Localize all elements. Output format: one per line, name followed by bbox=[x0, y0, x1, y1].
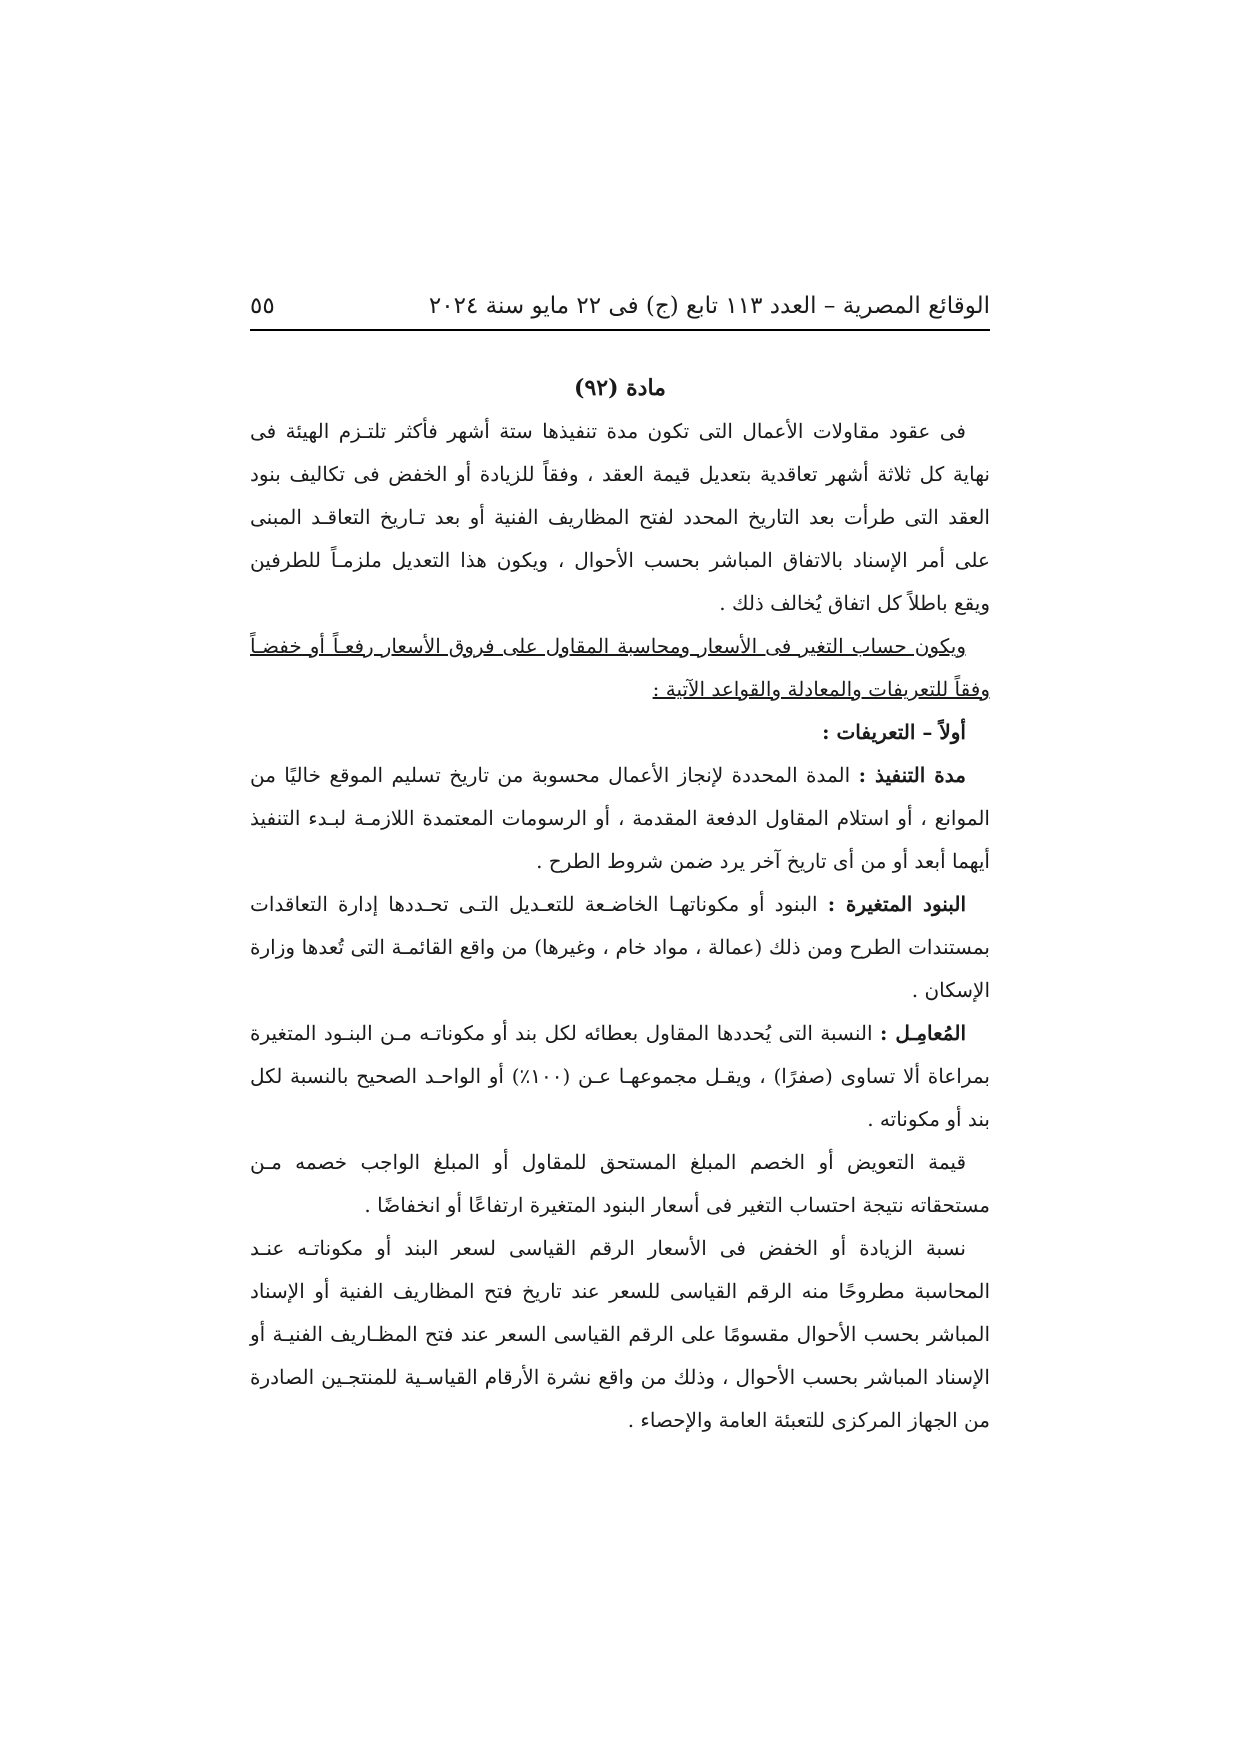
definition-term: المُعامِـل : bbox=[879, 1021, 966, 1045]
definition-execution-period bbox=[250, 754, 990, 883]
definition-coefficient bbox=[250, 1012, 990, 1141]
page-number: ٥٥ bbox=[250, 293, 275, 319]
definition-term: مدة التنفيذ : bbox=[858, 763, 966, 787]
header-title: الوقائع المصرية – العدد ١١٣ تابع (ج) فى ٢٢ مايو سنة ٢٠٢٤ bbox=[428, 293, 990, 319]
definition-text: البنود أو مكوناتهـا الخاضـعة للتعـديل التـى تحـددها إدارة التعاقدات بمستندات الطرح ومن ذلك (عمالة ، مواد خام ، وغيرها) من واقع القائمـة التى تُعدها وزارة الإسكان . bbox=[250, 892, 990, 1002]
article-title: مادة (٩٢) bbox=[574, 375, 666, 401]
page-header bbox=[250, 283, 990, 331]
definition-term: البنود المتغيرة : bbox=[827, 892, 966, 916]
definition-text: المدة المحددة لإنجاز الأعمال محسوبة من تاريخ تسليم الموقع خاليًا من الموانع ، أو استلام المقاول الدفعة المقدمة ، أو الرسومات المعتمدة اللازمـة لبـدء التنفيذ أيهما أبعد أو من أى تاريخ آخر يرد ضمن شروط الطرح . bbox=[250, 763, 990, 873]
article-body bbox=[250, 368, 990, 1442]
ratio-paragraph: نسبة الزيادة أو الخفض فى الأسعار الرقم القياسى لسعر البند أو مكوناتـه عنـد المحاسبة مطروحًا منه الرقم القياسى للسعر عند تاريخ فتح المظاريف الفنية أو الإسناد المباشر بحسب الأحوال مقسومًا على الرقم القياسى السعر عند فتح المظـاريف الفنيـة أو الإسناد المباشر بحسب الأحوال ، وذلك من واقع نشرة الأرقام القياسـية للمنتجـين الصادرة من الجهاز المركزى للتعبئة العامة والإحصاء . bbox=[250, 1236, 990, 1432]
definitions-heading: أولاً – التعريفات : bbox=[822, 720, 966, 744]
compensation-paragraph: قيمة التعويض أو الخصم المبلغ المستحق للمقاول أو المبلغ الواجب خصمه مـن مستحقاته نتيجة احتساب التغير فى أسعار البنود المتغيرة ارتفاعًا أو انخفاضًا . bbox=[250, 1150, 990, 1217]
underlined-paragraph: ويكون حساب التغير فى الأسعار ومحاسبة المقاول على فروق الأسعار رفعـاً أو خفضـاً وفقاً للتعريفات والمعادلة والقواعد الآتية : bbox=[250, 634, 990, 701]
definition-variable-items bbox=[250, 883, 990, 1012]
article-intro-paragraph: فى عقود مقاولات الأعمال التى تكون مدة تنفيذها ستة أشهر فأكثر تلتـزم الهيئة فى نهاية كل ثلاثة أشهر تعاقدية بتعديل قيمة العقد ، وفقاً للزيادة أو الخفض فى تكاليف بنود العقد التى طرأت بعد التاريخ المحدد لفتح المظاريف الفنية أو بعد تـاريخ التعاقـد المبنى على أمر الإسناد بالاتفاق المباشر بحسب الأحوال ، ويكون هذا التعديل ملزمـاً للطرفين ويقع باطلاً كل اتفاق يُخالف ذلك . bbox=[250, 419, 990, 615]
definition-text: النسبة التى يُحددها المقاول بعطائه لكل بند أو مكوناتـه مـن البنـود المتغيرة بمراعاة ألا تساوى (صفرًا) ، ويقـل مجموعهـا عـن (١٠٠٪) أو الواحـد الصحيح بالنسبة لكل بند أو مكوناته . bbox=[250, 1021, 990, 1131]
